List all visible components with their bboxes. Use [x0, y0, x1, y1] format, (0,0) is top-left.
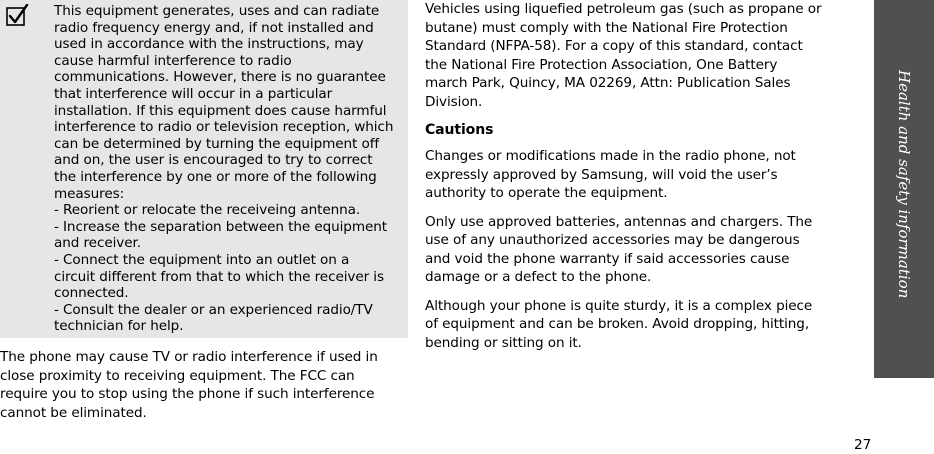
- paragraph-line: Only use approved batteries, antennas and chargers. The: [425, 213, 813, 230]
- paragraph-line: close proximity to receiving equipment. The FCC can: [0, 367, 355, 384]
- note-line: used in accordance with the instructions, may: [54, 36, 364, 53]
- paragraph-line: authority to operate the equipment.: [425, 185, 668, 201]
- note-text: [54, 3, 404, 335]
- note-line: the interference by one or more of the following: [54, 168, 377, 185]
- section-tab-label: Health and safety information: [895, 70, 913, 299]
- note-line: can be determined by turning the equipment off: [54, 135, 380, 152]
- paragraph-line: Changes or modifications made in the radio phone, not: [425, 148, 796, 164]
- approved-batteries-paragraph: [425, 213, 860, 287]
- paragraph-line: the National Fire Protection Association, One Battery: [425, 56, 778, 73]
- paragraph-line: The phone may cause TV or radio interference if used in: [0, 349, 378, 365]
- paragraph-line: expressly approved by Samsung, will void the user’s: [425, 166, 778, 183]
- paragraph-line: damage or a defect to the phone.: [425, 269, 652, 285]
- note-line: and receiver.: [54, 235, 141, 252]
- note-line: technician for help.: [54, 318, 184, 335]
- modifications-paragraph: [425, 147, 860, 203]
- note-line: measures:: [54, 185, 125, 202]
- section-side-tab: [874, 0, 934, 378]
- note-line: This equipment generates, uses and can radiate: [54, 3, 380, 19]
- note-line: that interference will occur in a particular: [54, 85, 333, 102]
- paragraph-line: Although your phone is quite sturdy, it is a complex piece: [425, 297, 813, 314]
- cautions-heading: Cautions: [425, 122, 494, 138]
- paragraph-line: butane) must comply with the National Fire Protection: [425, 19, 788, 36]
- paragraph-line: Standard (NFPA-58). For a copy of this standard, contact: [425, 38, 803, 54]
- note-line: interference to radio or television reception, which: [54, 119, 394, 136]
- paragraph-line: require you to stop using the phone if such interference: [0, 386, 375, 402]
- lpg-vehicles-paragraph: [425, 0, 860, 111]
- note-line: radio frequency energy and, if not installed and: [54, 19, 374, 36]
- fcc-interference-paragraph: [0, 348, 400, 422]
- note-line: circuit different from that to which the receiver is: [54, 268, 384, 285]
- paragraph-line: Division.: [425, 93, 483, 110]
- note-line: - Connect the equipment into an outlet on a: [54, 251, 350, 268]
- note-line: connected.: [54, 285, 129, 302]
- paragraph-line: march Park, Quincy, MA 02269, Attn: Publication Sales: [425, 75, 791, 91]
- note-line: and on, the user is encouraged to try to correct: [54, 152, 373, 169]
- note-line: - Reorient or relocate the receiveing antenna.: [54, 202, 361, 219]
- paragraph-line: Vehicles using liquefied petroleum gas (such as propane or: [425, 1, 822, 17]
- note-line: cause harmful interference to radio: [54, 52, 292, 69]
- paragraph-line: bending or sitting on it.: [425, 334, 582, 351]
- paragraph-line: of equipment and can be broken. Avoid dropping, hitting,: [425, 316, 810, 332]
- note-line: communications. However, there is no guarantee: [54, 69, 386, 86]
- checkbox-check-icon: [6, 4, 30, 28]
- paragraph-line: cannot be eliminated.: [0, 404, 147, 421]
- paragraph-line: use of any unauthorized accessories may be dangerous: [425, 232, 800, 248]
- right-column: [425, 0, 860, 362]
- note-line: installation. If this equipment does cause harmful: [54, 102, 387, 119]
- note-box: [0, 0, 408, 338]
- note-line: - Increase the separation between the equipment: [54, 218, 387, 235]
- paragraph-line: and void the phone warranty if said accessories cause: [425, 250, 790, 267]
- note-line: - Consult the dealer or an experienced radio/TV: [54, 301, 373, 318]
- page-number: 27: [854, 437, 872, 453]
- sturdy-phone-paragraph: [425, 297, 860, 353]
